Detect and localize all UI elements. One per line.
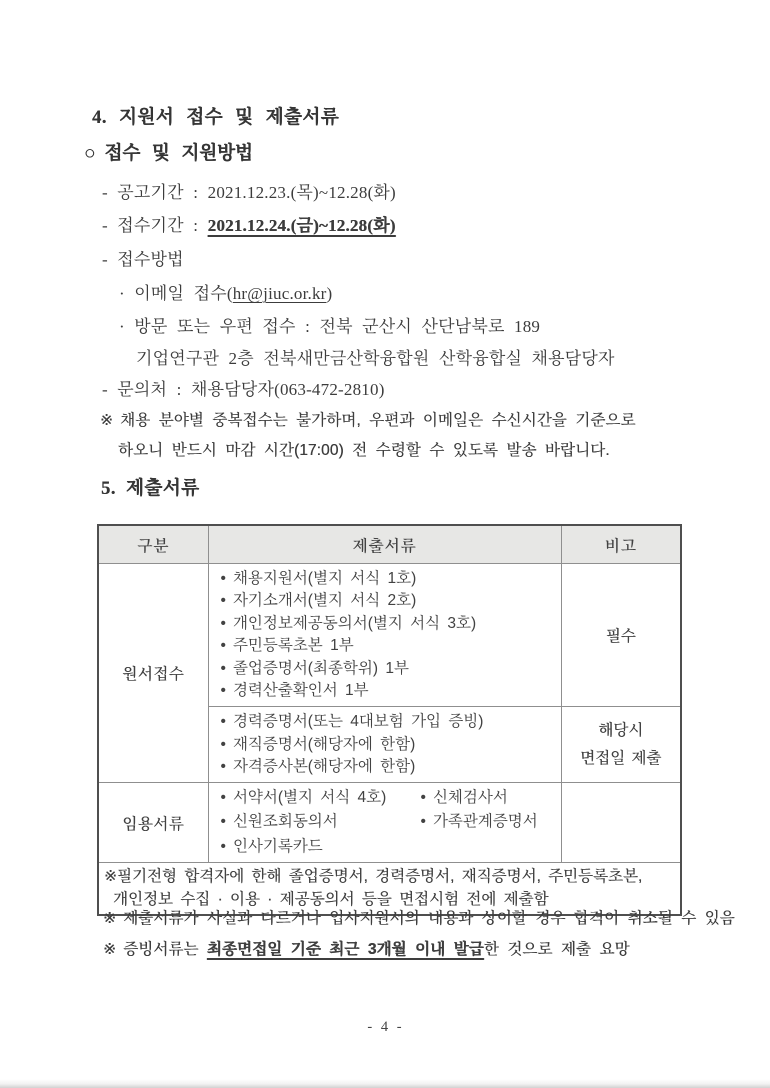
- list-item: • 재직증명서(해당자에 한함): [220, 735, 416, 753]
- email-line-prefix: · 이메일 접수(: [119, 284, 233, 303]
- table-footer-note: ※필기전형 합격자에 한해 졸업증명서, 경력증명서, 재직증명서, 주민등록초본, 개인정보 수집 · 이용 · 제공동의서 등을 면접시험 전에 제출함: [98, 863, 681, 916]
- deadline-note-text-1: 채용 분야별 중복접수는 불가하며, 우편과 이메일은 수신시간을 기준으로: [120, 412, 636, 429]
- bullet-marker: •: [220, 592, 226, 610]
- list-item: • 서약서(별지 서식 4호) • 신체검사서: [220, 789, 508, 807]
- reference-mark: ※: [104, 868, 117, 886]
- appointment-documents-cell: [208, 783, 561, 863]
- issuance-emphasis: 최종면접일 기준 최근 3개월 이내 발급: [206, 941, 484, 958]
- list-item: • 개인정보제공동의서(별지 서식 3호): [220, 614, 477, 632]
- email-line: [119, 279, 332, 304]
- bullet-marker: •: [220, 570, 226, 587]
- visit-line: · 방문 또는 우편 접수 : 전북 군산시 산단남북로 189: [119, 317, 541, 336]
- list-item: • 주민등록초본 1부: [220, 637, 354, 655]
- email-address: hr@jiuc.or.kr: [232, 284, 327, 303]
- table-header-row: [98, 525, 681, 564]
- remarks-required: 필수: [561, 564, 681, 707]
- note-accuracy: ※ 제출서류가 사실과 다르거나 입사지원서의 내용과 상이할 경우 합격이 취소될 수 있음: [103, 910, 735, 927]
- bullet-marker: •: [220, 837, 226, 855]
- list-item: • 신원조회동의서 • 가족관계증명서: [220, 813, 538, 831]
- bullet-marker: •: [220, 614, 226, 632]
- visit-line-continued: 기업연구관 2층 전북새만금산학융합원 산학융합실 채용담당자: [136, 349, 615, 368]
- section-4-subheading: [84, 139, 253, 165]
- note-issuance: ※ 증빙서류는 최종면접일 기준 최근 3개월 이내 발급한 것으로 제출 요망: [103, 941, 630, 958]
- list-item: • 채용지원서(별지 서식 1호): [220, 570, 417, 587]
- table-header-documents: 제출서류: [208, 525, 561, 564]
- appointment-documents: [209, 783, 561, 862]
- email-line-suffix: ): [326, 284, 333, 303]
- section-5-heading: 5. 제출서류: [101, 479, 200, 499]
- list-item: • 자기소개서(별지 서식 2호): [220, 592, 417, 610]
- notice-period-line: [102, 178, 396, 203]
- list-item: • 인사기록카드: [220, 837, 323, 855]
- bullet-marker: •: [220, 659, 226, 677]
- deadline-note-line-1: [100, 408, 636, 430]
- table-row-appointment: [98, 783, 681, 863]
- remarks-appointment: [561, 783, 681, 863]
- list-item: • 경력산출확인서 1부: [220, 682, 369, 700]
- required-documents-cell: [208, 564, 561, 707]
- section-4-heading: 4. 지원서 접수 및 제출서류: [92, 108, 340, 128]
- bullet-marker: •: [420, 789, 426, 807]
- notice-period-value: 2021.12.23.(목)~12.28(화): [207, 183, 396, 202]
- bullet-marker: •: [220, 757, 226, 775]
- deadline-note-line-2: 하오니 반드시 마감 시간(17:00) 전 수령할 수 있도록 발송 바랍니다.: [118, 442, 610, 459]
- apply-method-line: - 접수방법: [102, 250, 184, 269]
- table-header-category: 구분: [98, 525, 208, 564]
- bullet-marker: •: [220, 637, 226, 655]
- bullet-marker: •: [220, 813, 226, 831]
- category-cell-application: 원서접수: [98, 564, 208, 783]
- list-item: • 졸업증명서(최종학위) 1부: [220, 659, 409, 677]
- circle-marker: ○: [84, 143, 96, 164]
- remarks-conditional: 해당시 면접일 제출: [561, 707, 681, 783]
- bullet-marker: •: [220, 682, 226, 700]
- category-cell-appointment: 임용서류: [98, 783, 208, 863]
- list-item: • 경력증명서(또는 4대보험 가입 증빙): [220, 713, 484, 731]
- contact-line: - 문의처 : 채용담당자(063-472-2810): [102, 380, 385, 399]
- list-item: • 자격증사본(해당자에 한함): [220, 757, 416, 775]
- bullet-marker: •: [220, 789, 226, 807]
- required-documents-list: [209, 564, 561, 706]
- bullet-marker: •: [220, 713, 226, 731]
- page-number: - 4 -: [367, 1019, 403, 1035]
- table-header-remarks: 비고: [561, 525, 681, 564]
- scan-edge-shadow: [0, 1079, 770, 1088]
- reference-mark: ※: [103, 910, 117, 927]
- subheading-label: 접수 및 지원방법: [104, 144, 253, 164]
- notice-period-label: - 공고기간 :: [102, 183, 208, 202]
- apply-period-value: 2021.12.24.(금)~12.28(화): [207, 216, 396, 235]
- reference-mark: ※: [103, 941, 117, 958]
- apply-period-line: [102, 211, 396, 236]
- conditional-documents-cell: [208, 707, 561, 783]
- bullet-marker: •: [220, 735, 226, 753]
- submission-table: [97, 524, 682, 916]
- table-row-required: [98, 564, 681, 707]
- reference-mark: ※: [100, 412, 114, 429]
- bullet-marker: •: [420, 813, 426, 831]
- conditional-documents-list: [209, 707, 561, 782]
- apply-period-label: - 접수기간 :: [102, 216, 208, 235]
